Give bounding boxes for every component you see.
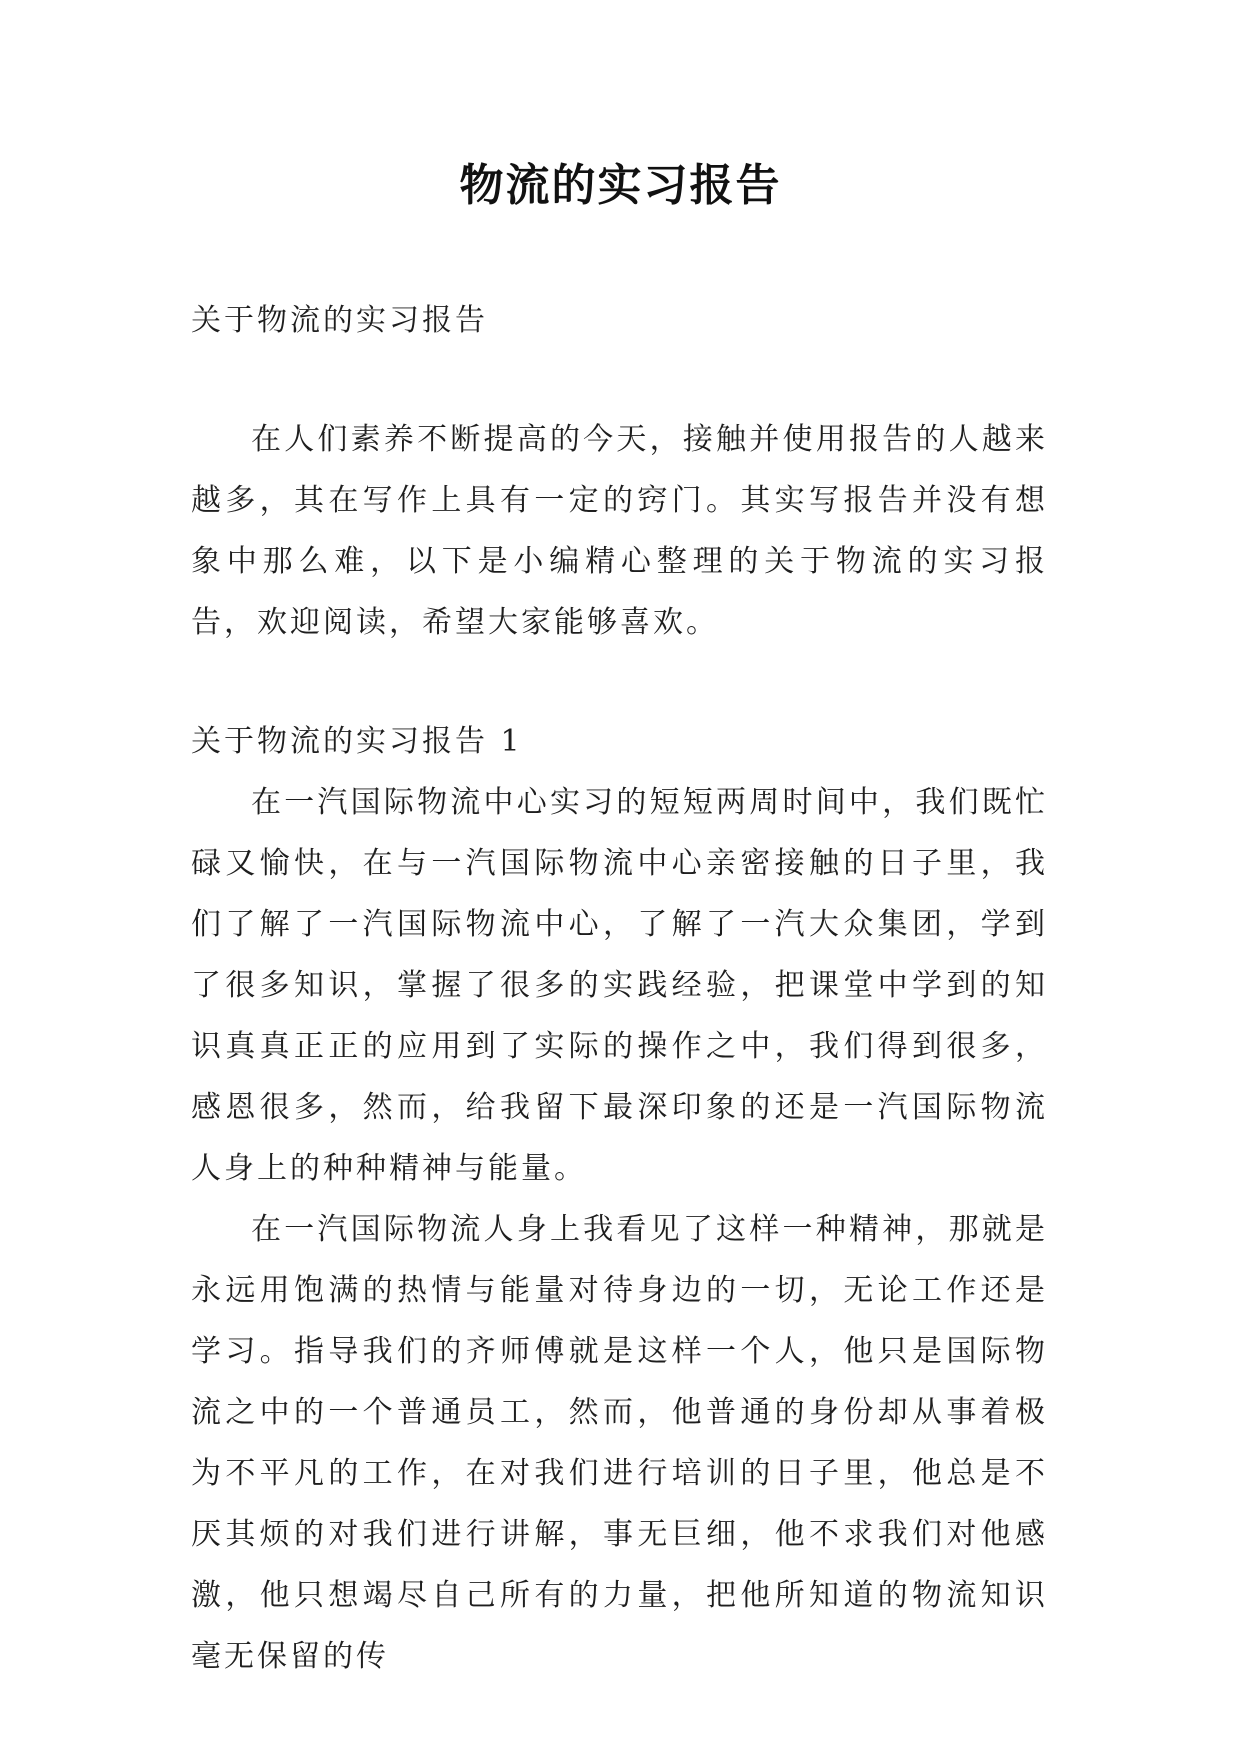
intro-paragraph: 在人们素养不断提高的今天，接触并使用报告的人越来越多，其在写作上具有一定的窍门。其实写报告并没有想象中那么难，以下是小编精心整理的关于物流的实习报告，欢迎阅读，希望大家能够喜欢。 [191,422,1048,640]
document-title: 物流的实习报告 [459,160,782,211]
section-heading-1: 关于物流的实习报告 1 [191,724,523,759]
body-paragraph-2: 在一汽国际物流人身上我看见了这样一种精神，那就是永远用饱满的热情与能量对待身边的一切，无论工作还是学习。指导我们的齐师傅就是这样一个人，他只是国际物流之中的一个普通员工，然而，他普通的身份却从事着极为不平凡的工作，在对我们进行培训的日子里，他总是不厌其烦的对我们进行讲解，事无巨细，他不求我们对他感激，他只想竭尽自己所有的力量，把他所知道的物流知识毫无保留的传 [191,1212,1048,1674]
body-paragraph-1: 在一汽国际物流中心实习的短短两周时间中，我们既忙碌又愉快，在与一汽国际物流中心亲密接触的日子里，我们了解了一汽国际物流中心，了解了一汽大众集团，学到了很多知识，掌握了很多的实践经验，把课堂中学到的知识真真正正的应用到了实际的操作之中，我们得到很多，感恩很多，然而，给我留下最深印象的还是一汽国际物流人身上的种种精神与能量。 [191,785,1048,1186]
document-body [191,290,1048,1687]
document-subtitle: 关于物流的实习报告 [191,303,488,338]
